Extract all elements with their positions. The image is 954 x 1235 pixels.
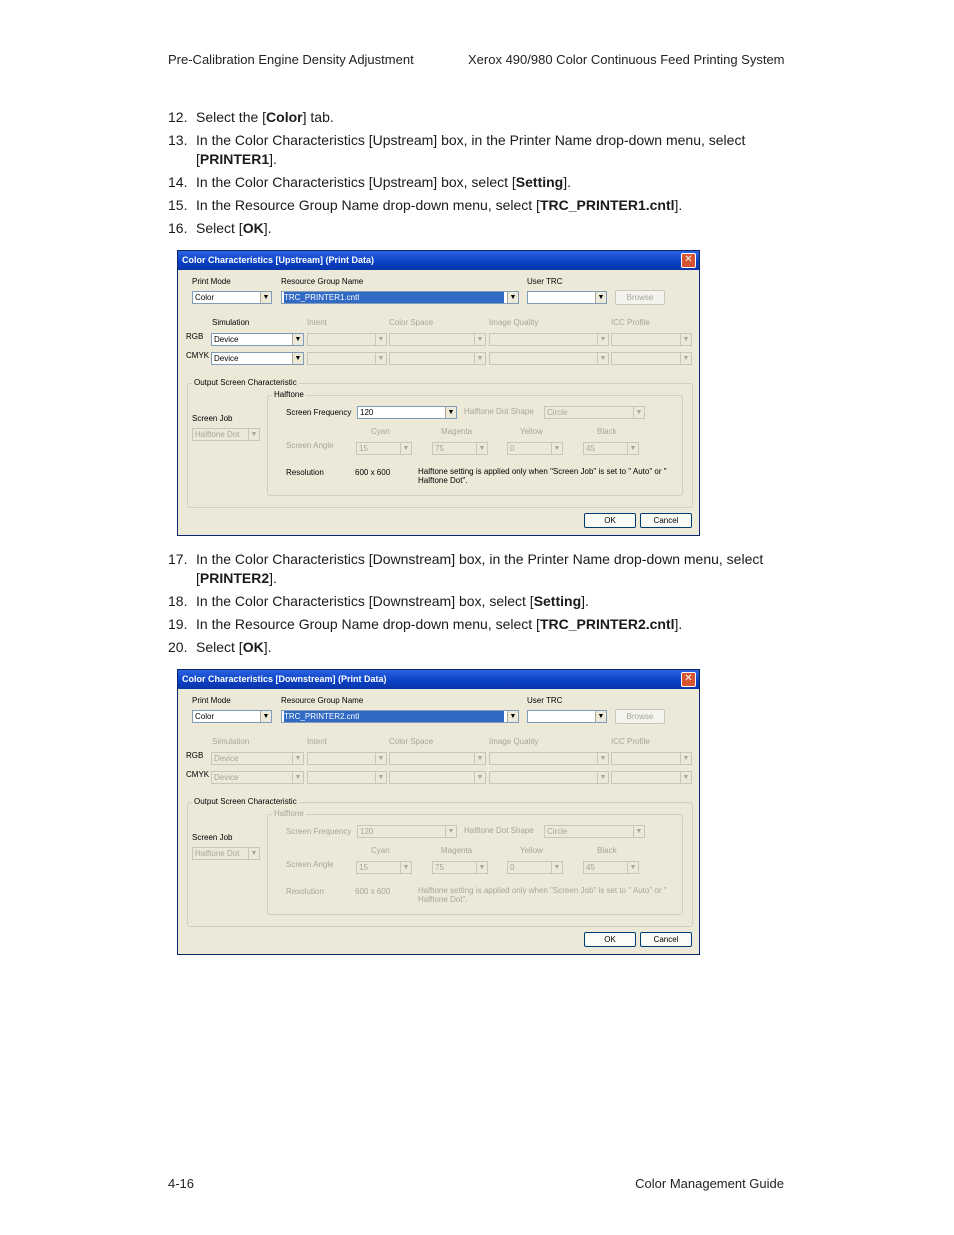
- chevron-down-icon[interactable]: ▼: [476, 862, 487, 873]
- screen-frequency-value: 120: [360, 827, 374, 836]
- step-text-bold: OK: [242, 220, 264, 236]
- chevron-down-icon[interactable]: ▼: [260, 711, 271, 722]
- browse-button[interactable]: Browse: [615, 709, 665, 724]
- user-trc-label: User TRC: [527, 696, 563, 705]
- cyan-label: Cyan: [371, 846, 390, 855]
- color-space-label: Color Space: [389, 737, 434, 746]
- rgb-simulation-select[interactable]: [211, 752, 304, 765]
- screen-job-value: Halftone Dot: [195, 849, 240, 858]
- cmyk-label: CMYK: [186, 351, 210, 360]
- step-text-bold: TRC_PRINTER1.cntl: [539, 197, 675, 213]
- close-button[interactable]: ✕: [681, 253, 696, 268]
- halftone-note: Halftone setting is applied only when "Screen Job" is set to " Auto" or " Halftone Dot".: [418, 886, 667, 904]
- resource-group-select[interactable]: [281, 710, 519, 723]
- chevron-down-icon[interactable]: ▼: [633, 407, 644, 418]
- step-text-pre: Select [: [196, 639, 243, 655]
- screen-job-value: Halftone Dot: [195, 430, 240, 439]
- dialog-title: Color Characteristics [Upstream] (Print Data): [182, 255, 375, 265]
- chevron-down-icon[interactable]: ▼: [445, 826, 456, 837]
- rgb-image-quality-select[interactable]: [489, 752, 609, 765]
- screen-job-label: Screen Job: [192, 414, 233, 423]
- screen-frequency-select[interactable]: [357, 406, 457, 419]
- cyan-label: Cyan: [371, 427, 390, 436]
- cmyk-simulation-select[interactable]: [211, 352, 304, 365]
- step-text-post: ].: [269, 570, 277, 586]
- step-number: 19.: [168, 616, 188, 632]
- black-label: Black: [597, 846, 617, 855]
- running-header-title: Xerox 490/980 Color Continuous Feed Printing System: [468, 52, 785, 67]
- step-text-bold: Setting: [515, 174, 564, 190]
- browse-button[interactable]: Browse: [615, 290, 665, 305]
- chevron-down-icon[interactable]: ▼: [595, 711, 606, 722]
- simulation-label: Simulation: [212, 737, 250, 746]
- yellow-angle-select[interactable]: [507, 861, 563, 874]
- halftone-note: Halftone setting is applied only when "Screen Job" is set to " Auto" or " Halftone Dot".: [418, 467, 667, 485]
- step-17: [168, 550, 788, 588]
- chevron-down-icon[interactable]: ▼: [680, 753, 691, 764]
- magenta-angle-value: 75: [435, 863, 444, 872]
- intent-label: Intent: [307, 318, 328, 327]
- step-text-pre: Select [: [196, 220, 243, 236]
- print-mode-value: Color: [195, 712, 215, 721]
- user-trc-label: User TRC: [527, 277, 563, 286]
- step-text-post: ].: [263, 220, 272, 236]
- resolution-value: 600 x 600: [355, 887, 391, 896]
- output-screen-group-caption: Output Screen Characteristic: [194, 378, 297, 387]
- cmyk-simulation-value: Device: [214, 354, 239, 363]
- image-quality-label: Image Quality: [489, 318, 539, 327]
- step-text-bold: TRC_PRINTER2.cntl: [539, 616, 675, 632]
- rgb-intent-select[interactable]: [307, 333, 387, 346]
- chevron-down-icon[interactable]: ▼: [400, 443, 411, 454]
- step-text-pre: Select the [: [196, 109, 267, 125]
- user-trc-select[interactable]: [527, 291, 607, 304]
- rgb-simulation-value: Device: [214, 754, 239, 763]
- cyan-angle-value: 15: [359, 444, 368, 453]
- chevron-down-icon[interactable]: ▼: [597, 753, 608, 764]
- cmyk-label: CMYK: [186, 770, 210, 779]
- chevron-down-icon[interactable]: ▼: [375, 334, 386, 345]
- cmyk-intent-select[interactable]: [307, 771, 387, 784]
- chevron-down-icon[interactable]: ▼: [248, 848, 259, 859]
- step-number: 20.: [168, 639, 188, 655]
- yellow-angle-value: 0: [510, 863, 515, 872]
- step-18: [168, 592, 788, 611]
- cmyk-color-space-select[interactable]: [389, 771, 486, 784]
- black-angle-select[interactable]: [583, 442, 639, 455]
- cyan-angle-select[interactable]: [356, 442, 412, 455]
- chevron-down-icon[interactable]: ▼: [474, 772, 485, 783]
- cyan-angle-select[interactable]: [356, 861, 412, 874]
- halftone-group-caption: Halftone: [274, 390, 304, 399]
- step-text-post: ].: [674, 616, 683, 632]
- screen-job-select[interactable]: [192, 428, 260, 441]
- chevron-down-icon[interactable]: ▼: [292, 753, 303, 764]
- cancel-button[interactable]: Cancel: [640, 932, 692, 947]
- icc-profile-label: ICC Profile: [611, 737, 650, 746]
- rgb-label: RGB: [186, 332, 204, 341]
- chevron-down-icon[interactable]: ▼: [680, 353, 691, 364]
- resource-group-label: Resource Group Name: [281, 277, 364, 286]
- magenta-angle-select[interactable]: [432, 442, 488, 455]
- image-quality-label: Image Quality: [489, 737, 539, 746]
- rgb-simulation-select[interactable]: [211, 333, 304, 346]
- step-number: 12.: [168, 109, 188, 125]
- dot-shape-value: Circle: [547, 827, 568, 836]
- resolution-label: Resolution: [286, 887, 324, 896]
- step-text-bold: Color: [266, 109, 303, 125]
- black-angle-value: 45: [586, 444, 595, 453]
- chevron-down-icon[interactable]: ▼: [597, 334, 608, 345]
- chevron-down-icon[interactable]: ▼: [375, 772, 386, 783]
- step-text-pre: In the Color Characteristics [Downstream] box, select [: [196, 593, 534, 609]
- ok-button[interactable]: OK: [584, 932, 636, 947]
- step-12: [168, 108, 788, 127]
- step-text-post: ].: [269, 151, 277, 167]
- chevron-down-icon[interactable]: ▼: [680, 772, 691, 783]
- print-mode-value: Color: [195, 293, 215, 302]
- dialog-title-bar[interactable]: [178, 251, 699, 270]
- steps-list-downstream: [168, 550, 788, 661]
- dialog-title-bar[interactable]: [178, 670, 699, 689]
- step-text-bold: PRINTER1: [199, 151, 270, 167]
- black-angle-value: 45: [586, 863, 595, 872]
- resolution-value: 600 x 600: [355, 468, 391, 477]
- print-mode-label: Print Mode: [192, 696, 231, 705]
- resource-group-value: TRC_PRINTER1.cntl: [284, 292, 504, 303]
- cmyk-intent-select[interactable]: [307, 352, 387, 365]
- step-text-pre: In the Color Characteristics [Downstream] box, in the Printer Name drop-down menu, select [: [196, 551, 764, 586]
- chevron-down-icon[interactable]: ▼: [260, 292, 271, 303]
- rgb-icc-profile-select[interactable]: [611, 752, 692, 765]
- step-number: 14.: [168, 174, 188, 190]
- chevron-down-icon[interactable]: ▼: [551, 443, 562, 454]
- chevron-down-icon[interactable]: ▼: [627, 443, 638, 454]
- resolution-label: Resolution: [286, 468, 324, 477]
- yellow-angle-select[interactable]: [507, 442, 563, 455]
- step-15: [168, 196, 788, 215]
- cmyk-simulation-select[interactable]: [211, 771, 304, 784]
- chevron-down-icon[interactable]: ▼: [474, 353, 485, 364]
- cancel-button[interactable]: Cancel: [640, 513, 692, 528]
- cmyk-simulation-value: Device: [214, 773, 239, 782]
- chevron-down-icon[interactable]: ▼: [292, 353, 303, 364]
- step-text-bold: Setting: [533, 593, 582, 609]
- downstream-dialog: [177, 669, 700, 955]
- step-text-pre: In the Color Characteristics [Upstream] box, select [: [196, 174, 516, 190]
- yellow-angle-value: 0: [510, 444, 515, 453]
- step-14: [168, 173, 788, 192]
- cmyk-image-quality-select[interactable]: [489, 352, 609, 365]
- color-space-label: Color Space: [389, 318, 434, 327]
- step-text-post: ].: [263, 639, 272, 655]
- step-text-pre: In the Resource Group Name drop-down menu, select [: [196, 197, 540, 213]
- simulation-label: Simulation: [212, 318, 250, 327]
- running-header-section: Pre-Calibration Engine Density Adjustment: [168, 52, 414, 67]
- screen-frequency-label: Screen Frequency: [286, 408, 352, 417]
- dot-shape-select[interactable]: [544, 825, 645, 838]
- screen-job-select[interactable]: [192, 847, 260, 860]
- chevron-down-icon[interactable]: ▼: [375, 753, 386, 764]
- cmyk-icc-profile-select[interactable]: [611, 352, 692, 365]
- dot-shape-label: Halftone Dot Shape: [464, 407, 534, 416]
- yellow-label: Yellow: [520, 427, 543, 436]
- rgb-image-quality-select[interactable]: [489, 333, 609, 346]
- cmyk-icc-profile-select[interactable]: [611, 771, 692, 784]
- step-text-post: ].: [563, 174, 572, 190]
- chevron-down-icon[interactable]: ▼: [507, 292, 518, 303]
- step-text-pre: In the Resource Group Name drop-down menu, select [: [196, 616, 540, 632]
- halftone-group-caption: Halftone: [274, 809, 304, 818]
- resource-group-value: TRC_PRINTER2.cntl: [284, 711, 504, 722]
- step-text-bold: PRINTER2: [199, 570, 270, 586]
- chevron-down-icon[interactable]: ▼: [248, 429, 259, 440]
- page-number: 4-16: [168, 1176, 195, 1191]
- chevron-down-icon[interactable]: ▼: [292, 772, 303, 783]
- screen-frequency-label: Screen Frequency: [286, 827, 352, 836]
- chevron-down-icon[interactable]: ▼: [445, 407, 456, 418]
- cmyk-image-quality-select[interactable]: [489, 771, 609, 784]
- step-number: 15.: [168, 197, 188, 213]
- chevron-down-icon[interactable]: ▼: [597, 353, 608, 364]
- step-number: 13.: [168, 132, 188, 148]
- steps-list-upstream: [168, 108, 788, 242]
- chevron-down-icon[interactable]: ▼: [474, 334, 485, 345]
- step-number: 16.: [168, 220, 188, 236]
- step-16: [168, 219, 788, 238]
- black-angle-select[interactable]: [583, 861, 639, 874]
- chevron-down-icon[interactable]: ▼: [476, 443, 487, 454]
- chevron-down-icon[interactable]: ▼: [292, 334, 303, 345]
- chevron-down-icon[interactable]: ▼: [680, 334, 691, 345]
- rgb-color-space-select[interactable]: [389, 752, 486, 765]
- output-screen-group-caption: Output Screen Characteristic: [194, 797, 297, 806]
- upstream-dialog: [177, 250, 700, 536]
- ok-button[interactable]: OK: [584, 513, 636, 528]
- screen-frequency-value: 120: [360, 408, 374, 417]
- rgb-simulation-value: Device: [214, 335, 239, 344]
- icc-profile-label: ICC Profile: [611, 318, 650, 327]
- step-text-post: ] tab.: [302, 109, 334, 125]
- dot-shape-select[interactable]: [544, 406, 645, 419]
- rgb-icc-profile-select[interactable]: [611, 333, 692, 346]
- rgb-color-space-select[interactable]: [389, 333, 486, 346]
- guide-title: Color Management Guide: [635, 1176, 784, 1191]
- chevron-down-icon[interactable]: ▼: [597, 772, 608, 783]
- screen-job-label: Screen Job: [192, 833, 233, 842]
- step-text-post: ].: [581, 593, 589, 609]
- chevron-down-icon[interactable]: ▼: [633, 826, 644, 837]
- chevron-down-icon[interactable]: ▼: [375, 353, 386, 364]
- dialog-title: Color Characteristics [Downstream] (Print Data): [182, 674, 387, 684]
- close-button[interactable]: ✕: [681, 672, 696, 687]
- chevron-down-icon[interactable]: ▼: [595, 292, 606, 303]
- magenta-angle-select[interactable]: [432, 861, 488, 874]
- screen-frequency-select[interactable]: [357, 825, 457, 838]
- yellow-label: Yellow: [520, 846, 543, 855]
- magenta-angle-value: 75: [435, 444, 444, 453]
- chevron-down-icon[interactable]: ▼: [507, 711, 518, 722]
- resource-group-select[interactable]: [281, 291, 519, 304]
- black-label: Black: [597, 427, 617, 436]
- magenta-label: Magenta: [441, 427, 473, 436]
- dot-shape-value: Circle: [547, 408, 568, 417]
- user-trc-select[interactable]: [527, 710, 607, 723]
- print-mode-select[interactable]: [192, 291, 272, 304]
- cmyk-color-space-select[interactable]: [389, 352, 486, 365]
- step-20: [168, 638, 788, 657]
- step-number: 17.: [168, 551, 188, 567]
- rgb-label: RGB: [186, 751, 204, 760]
- rgb-intent-select[interactable]: [307, 752, 387, 765]
- step-number: 18.: [168, 593, 188, 609]
- step-text-bold: OK: [242, 639, 264, 655]
- step-text-post: ].: [674, 197, 683, 213]
- chevron-down-icon[interactable]: ▼: [551, 862, 562, 873]
- screen-angle-label: Screen Angle: [286, 441, 334, 450]
- magenta-label: Magenta: [441, 846, 473, 855]
- chevron-down-icon[interactable]: ▼: [627, 862, 638, 873]
- dot-shape-label: Halftone Dot Shape: [464, 826, 534, 835]
- chevron-down-icon[interactable]: ▼: [400, 862, 411, 873]
- step-19: [168, 615, 788, 634]
- step-text-pre: In the Color Characteristics [Upstream] box, in the Printer Name drop-down menu, select [: [196, 132, 746, 167]
- print-mode-select[interactable]: [192, 710, 272, 723]
- print-mode-label: Print Mode: [192, 277, 231, 286]
- screen-angle-label: Screen Angle: [286, 860, 334, 869]
- chevron-down-icon[interactable]: ▼: [474, 753, 485, 764]
- cyan-angle-value: 15: [359, 863, 368, 872]
- resource-group-label: Resource Group Name: [281, 696, 364, 705]
- step-13: [168, 131, 788, 169]
- intent-label: Intent: [307, 737, 328, 746]
